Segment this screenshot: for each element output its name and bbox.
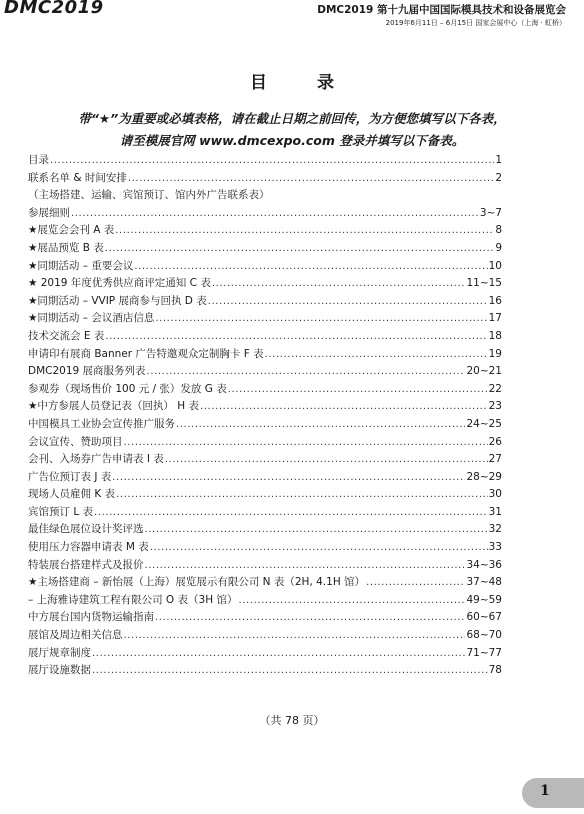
toc-entry[interactable] <box>28 240 502 258</box>
toc-entry-label: – 上海雅诗建筑工程有限公司 O 表（3H 馆） <box>28 593 238 606</box>
toc-entry-page: 18 <box>488 329 502 342</box>
toc-entry-page: 23 <box>488 400 502 413</box>
toc-dot-leader <box>200 401 488 412</box>
toc-entry-label: DMC2019 展商服务列表 <box>28 365 146 378</box>
toc-dot-leader <box>366 577 465 588</box>
toc-dot-leader <box>155 313 487 324</box>
toc-entry[interactable] <box>28 592 502 610</box>
toc-entry[interactable] <box>28 346 502 364</box>
toc-entry[interactable] <box>28 152 502 170</box>
toc-dot-leader <box>112 472 465 483</box>
exhibition-date-venue: 2019年6月11日 – 6月15日 国家会展中心（上海 · 虹桥） <box>385 19 566 27</box>
toc-entry-page: 34~36 <box>466 558 502 571</box>
toc-dot-leader <box>115 225 494 236</box>
toc-dot-leader <box>92 648 465 659</box>
toc-entry[interactable] <box>28 469 502 487</box>
toc-entry[interactable] <box>28 222 502 240</box>
toc-entry-label: 中方展台国内货物运输指南 <box>28 611 154 624</box>
toc-dot-leader <box>228 384 488 395</box>
table-of-contents <box>28 152 502 680</box>
toc-entry[interactable] <box>28 381 502 399</box>
toc-entry-page: 22 <box>488 382 502 395</box>
toc-entry-label: ★展品预览 B 表 <box>28 241 104 254</box>
toc-entry-label: 现场人员雇佣 K 表 <box>28 488 116 501</box>
page-number-tab <box>522 778 584 808</box>
toc-dot-leader <box>105 331 487 342</box>
toc-dot-leader <box>94 507 488 518</box>
toc-dot-leader <box>147 366 466 377</box>
toc-entry-page: 8 <box>495 224 502 237</box>
toc-entry-page: 26 <box>488 435 502 448</box>
toc-dot-leader <box>50 155 494 166</box>
toc-entry-label: 申请印有展商 Banner 广告特邀观众定制胸卡 F 表 <box>28 347 264 360</box>
toc-dot-leader <box>150 542 488 553</box>
toc-entry[interactable] <box>28 451 502 469</box>
toc-dot-leader <box>116 489 488 500</box>
toc-entry[interactable] <box>28 416 502 434</box>
toc-entry-page: 37~48 <box>466 576 502 589</box>
toc-dot-leader <box>124 630 466 641</box>
toc-dot-leader <box>165 454 488 465</box>
toc-entry[interactable] <box>28 398 502 416</box>
toc-dot-leader <box>265 349 488 360</box>
toc-entry-label: ★展览会会刊 A 表 <box>28 224 115 237</box>
toc-entry-label: 中国模具工业协会宣传推广服务 <box>28 417 175 430</box>
toc-entry-page: 24~25 <box>466 417 502 430</box>
toc-entry-page: 31 <box>488 505 502 518</box>
toc-entry-page: 16 <box>488 294 502 307</box>
toc-entry-page: 10 <box>488 259 502 272</box>
toc-entry-label: ★同期活动 – 重要会议 <box>28 259 134 272</box>
toc-dot-leader <box>92 665 488 676</box>
toc-dot-leader <box>145 524 488 535</box>
toc-entry[interactable] <box>28 486 502 504</box>
toc-entry[interactable] <box>28 170 502 188</box>
toc-entry[interactable] <box>28 627 502 645</box>
toc-entry-label: ★同期活动 – VVIP 展商参与回执 D 表 <box>28 294 207 307</box>
toc-entry-page: 20~21 <box>466 365 502 378</box>
toc-entry-page: 27 <box>488 453 502 466</box>
toc-entry-page: 1 <box>495 154 502 166</box>
toc-dot-leader <box>71 208 479 219</box>
toc-entry[interactable] <box>28 504 502 522</box>
toc-entry-label: 会刊、入场券广告申请表 I 表 <box>28 453 164 466</box>
toc-entry[interactable] <box>28 187 502 205</box>
toc-entry-label: 会议宣传、赞助项目 <box>28 435 123 448</box>
toc-entry[interactable] <box>28 609 502 627</box>
toc-entry-label: 参展细则 <box>28 206 70 219</box>
toc-entry[interactable] <box>28 557 502 575</box>
document-title: 目 录 <box>250 73 356 93</box>
toc-entry[interactable] <box>28 205 502 223</box>
toc-dot-leader <box>124 437 488 448</box>
toc-entry-label: 展馆及周边相关信息 <box>28 629 123 642</box>
toc-dot-leader <box>212 278 466 289</box>
toc-entry-label: ★同期活动 – 会议酒店信息 <box>28 312 155 325</box>
toc-entry-page: 11~15 <box>466 277 502 290</box>
toc-dot-leader <box>134 261 487 272</box>
toc-entry-label: ★主场搭建商 – 新怡展（上海）展览展示有限公司 N 表（2H, 4.1H 馆） <box>28 576 366 589</box>
toc-entry-page: 2 <box>495 171 502 184</box>
toc-dot-leader <box>145 560 466 571</box>
toc-entry-page: 49~59 <box>466 593 502 606</box>
toc-entry-page: 33 <box>488 541 502 554</box>
toc-dot-leader <box>208 296 488 307</box>
toc-entry-page: 9 <box>495 241 502 254</box>
notice-line-1: 带“★”为重要或必填表格，请在截止日期之前回传，为方便您填写以下各表， <box>78 111 506 126</box>
notice-line-2: 请至模展官网 www.dmcexpo.com 登录并填写以下备表。 <box>119 133 465 148</box>
toc-entry-label: 最佳绿色展位设计奖评选 <box>28 523 144 536</box>
toc-entry-label: 使用压力容器申请表 M 表 <box>28 541 149 554</box>
toc-entry[interactable] <box>28 521 502 539</box>
toc-entry-page: 30 <box>488 488 502 501</box>
total-pages: （共 78 页） <box>259 714 325 727</box>
toc-dot-leader <box>105 243 495 254</box>
toc-entry-label: 技术交流会 E 表 <box>28 329 105 342</box>
toc-entry-label: ★ 2019 年度优秀供应商评定通知 C 表 <box>28 277 211 290</box>
toc-entry[interactable] <box>28 645 502 663</box>
page-number: 1 <box>540 783 550 799</box>
toc-dot-leader <box>128 173 494 184</box>
toc-entry-label: （主场搭建、运输、宾馆预订、馆内外广告联系表） <box>28 189 270 202</box>
brand-logo: DMC2019 <box>4 0 104 18</box>
toc-entry-label: 特装展台搭建样式及报价 <box>28 558 144 571</box>
toc-entry-label: 目录 <box>28 154 49 166</box>
toc-entry-page: 71~77 <box>466 646 502 659</box>
toc-dot-leader <box>238 595 465 606</box>
toc-entry-label: 展厅设施数据 <box>28 664 91 677</box>
toc-entry-page: 3~7 <box>479 206 502 219</box>
toc-entry-label: 展厅规章制度 <box>28 646 91 659</box>
toc-entry-page: 60~67 <box>466 611 502 624</box>
toc-entry-label: 广告位预订表 J 表 <box>28 470 112 483</box>
toc-entry[interactable] <box>28 293 502 311</box>
toc-entry[interactable] <box>28 574 502 592</box>
toc-entry-page: 28~29 <box>466 470 502 483</box>
toc-entry-page: 78 <box>488 664 502 677</box>
toc-entry[interactable] <box>28 662 502 680</box>
toc-entry-page: 19 <box>488 347 502 360</box>
toc-dot-leader <box>155 612 465 623</box>
toc-entry[interactable] <box>28 275 502 293</box>
toc-entry-label: 宾馆预订 L 表 <box>28 505 94 518</box>
toc-entry[interactable] <box>28 328 502 346</box>
toc-entry-page: 68~70 <box>466 629 502 642</box>
toc-entry-label: 参观券（现场售价 100 元 / 张）发放 G 表 <box>28 382 227 395</box>
toc-entry[interactable] <box>28 258 502 276</box>
page-header <box>0 0 584 34</box>
exhibition-title: DMC2019 第十九届中国国际模具技术和设备展览会 <box>317 4 566 16</box>
toc-entry-page: 17 <box>488 312 502 325</box>
toc-entry[interactable] <box>28 363 502 381</box>
toc-entry[interactable] <box>28 310 502 328</box>
toc-entry-label: 联系名单 & 时间安排 <box>28 171 127 184</box>
toc-dot-leader <box>176 419 465 430</box>
toc-entry-page: 32 <box>488 523 502 536</box>
toc-entry[interactable] <box>28 539 502 557</box>
toc-entry[interactable] <box>28 434 502 452</box>
toc-entry-label: ★中方参展人员登记表（回执） H 表 <box>28 400 199 413</box>
